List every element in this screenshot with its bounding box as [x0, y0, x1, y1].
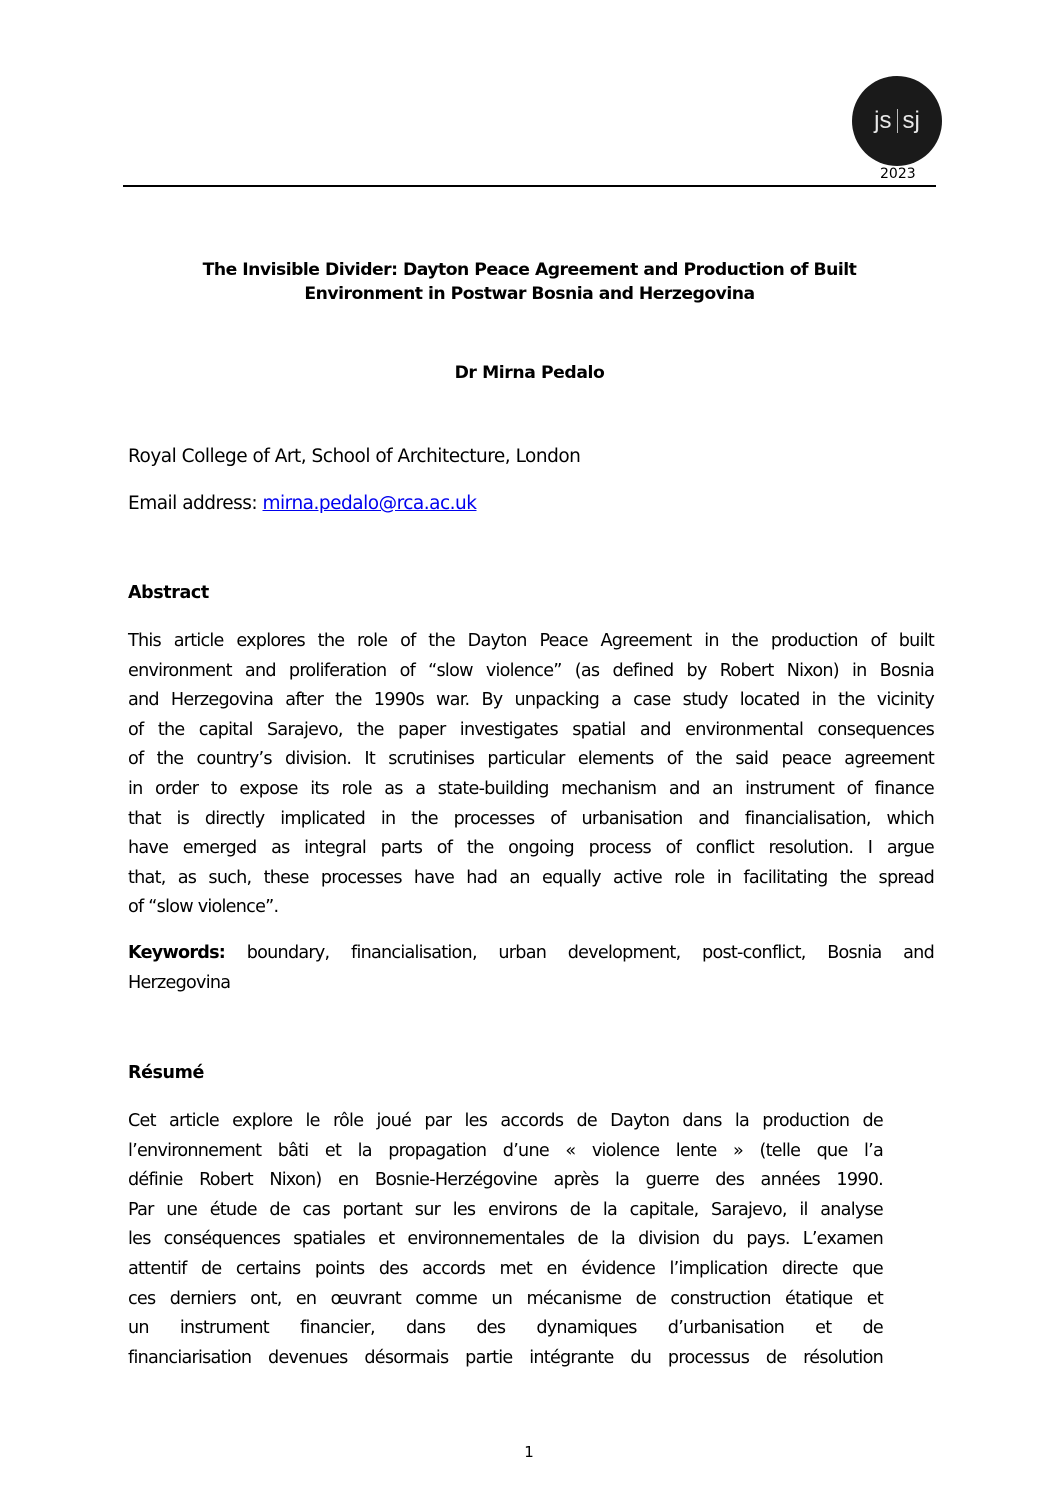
keywords-text: boundary, financialisation, urban development, post-conflict, Bosnia and: [225, 943, 934, 963]
abstract-line: have emerged as integral parts of the ongoing process of conflict resolution. I argue: [128, 838, 934, 859]
journal-logo: [852, 76, 942, 166]
title-line: The Invisible Divider: Dayton Peace Agreement and Production of Built: [202, 260, 857, 280]
abstract-heading: Abstract: [128, 583, 209, 603]
abstract-line: that is directly implicated in the processes of urbanisation and financialisation, which: [128, 808, 934, 829]
resume-paragraph: [128, 1107, 883, 1373]
logo-text: [874, 107, 920, 135]
abstract-line: and Herzegovina after the 1990s war. By unpacking a case study located in the vicinity: [128, 690, 934, 711]
keywords: [128, 939, 934, 998]
abstract-line: in order to expose its role as a state-building mechanism and an instrument of finance: [128, 778, 934, 799]
abstract-line: that, as such, these processes have had an equally active role in facilitating the spread: [128, 867, 934, 888]
resume-line: Cet article explore le rôle joué par les accords de Dayton dans la production de: [128, 1111, 883, 1131]
resume-line: ces derniers ont, en œuvrant comme un mécanisme de construction étatique et: [128, 1288, 883, 1309]
keywords-line: [128, 939, 934, 969]
abstract-line: of the country’s division. It scrutinises particular elements of the said peace agreement: [128, 749, 934, 770]
header-rule: [123, 185, 936, 187]
title-line: Environment in Postwar Bosnia and Herzegovina: [304, 284, 755, 304]
email-line: [128, 493, 476, 514]
abstract-line: environment and proliferation of “slow violence” (as defined by Robert Nixon) in Bosnia: [128, 660, 934, 681]
resume-line: financiarisation devenues désormais partie intégrante du processus de résolution: [128, 1347, 883, 1368]
affiliation: Royal College of Art, School of Architecture, London: [128, 446, 581, 467]
logo-text-left: js: [874, 107, 892, 134]
resume-line: définie Robert Nixon) en Bosnie-Herzégovine après la guerre des années 1990.: [128, 1170, 883, 1191]
abstract-line: of “slow violence”.: [128, 897, 279, 918]
keywords-label: Keywords:: [128, 943, 226, 963]
keywords-line: Herzegovina: [128, 972, 231, 993]
publication-year: 2023: [880, 166, 916, 182]
resume-line: un instrument financier, dans des dynamiques d’urbanisation et de: [128, 1318, 883, 1339]
resume-line: l’environnement bâti et la propagation d’une « violence lente » (telle que l’a: [128, 1140, 883, 1161]
author-name: Dr Mirna Pedalo: [454, 363, 605, 383]
logo-text-right: sj: [902, 107, 920, 134]
email-link[interactable]: mirna.pedalo@rca.ac.uk: [262, 493, 477, 514]
email-label: Email address:: [128, 493, 263, 514]
resume-line: attentif de certains points des accords met en évidence l’implication directe que: [128, 1258, 883, 1279]
resume-line: les conséquences spatiales et environnementales de la division du pays. L’examen: [128, 1229, 883, 1250]
logo-divider: [897, 109, 898, 133]
article-title: [123, 258, 936, 306]
abstract-line: This article explores the role of the Dayton Peace Agreement in the production of built: [128, 631, 934, 651]
page-number: 1: [524, 1443, 534, 1461]
abstract-line: of the capital Sarajevo, the paper investigates spatial and environmental consequences: [128, 719, 934, 740]
resume-heading: Résumé: [128, 1063, 204, 1083]
abstract-paragraph: [128, 627, 934, 923]
resume-line: Par une étude de cas portant sur les environs de la capitale, Sarajevo, il analyse: [128, 1199, 883, 1220]
